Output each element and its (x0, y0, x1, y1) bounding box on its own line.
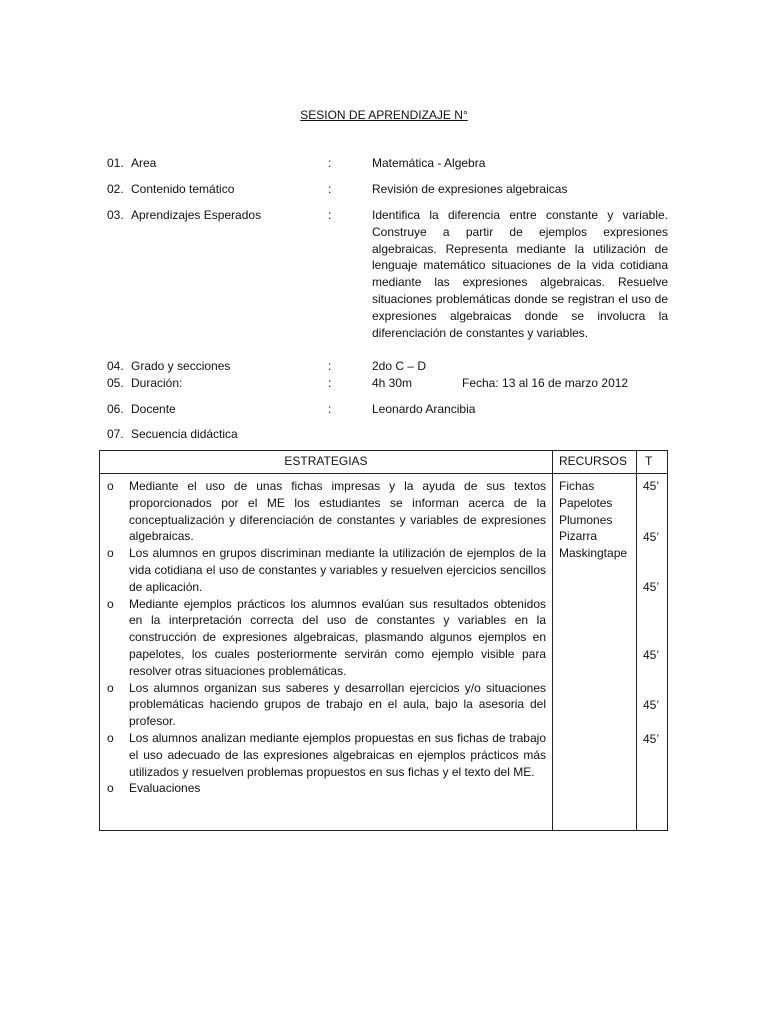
field-number: 03. (107, 208, 124, 222)
bullet-marker: o (107, 680, 114, 695)
strategy-text: Los alumnos analizan mediante ejemplos propuestas en sus fichas de trabajo el uso adecuado de las expresiones algebraicas en ejemplos prácticos más utilizados y resuelven problemas propuestos en sus fichas y el texto del ME. (129, 730, 546, 779)
strategy-item (100, 545, 552, 595)
field-colon: : (328, 156, 332, 170)
field-number: 04. (107, 359, 124, 373)
strategy-item (100, 478, 552, 545)
field-value: 2do C – D (372, 359, 427, 373)
resources-list (559, 478, 627, 562)
resource-item: Pizarra (559, 529, 598, 544)
field-colon: : (328, 182, 332, 196)
field-label: Grado y secciones (131, 359, 231, 373)
resource-item: Maskingtape (559, 546, 628, 561)
field-number: 05. (107, 376, 124, 390)
bullet-marker: o (107, 730, 114, 745)
header-divider (100, 473, 667, 474)
field-label: Aprendizajes Esperados (131, 208, 262, 222)
field-colon: : (328, 402, 332, 416)
resource-item: Papelotes (559, 495, 613, 510)
field-number: 06. (107, 402, 124, 416)
strategy-text: Evaluaciones (129, 781, 201, 796)
field-label: Area (131, 156, 157, 170)
strategy-item (100, 780, 552, 797)
field-value: Matemática - Algebra (372, 156, 486, 170)
header-estrategias: ESTRATEGIAS (284, 454, 368, 468)
field-value: Identifica la diferencia entre constante y variable. Construye a partir de ejemplos expresiones algebraicas. Representa mediante la utilización de lenguaje matemático situaciones de la vida cotidiana mediante las expresiones algebraicas. Resuelve situaciones problemáticas donde se registran el uso de expresiones algebraicas donde se involucra la diferenciación de constantes y variables. (372, 208, 668, 340)
column-divider (636, 451, 637, 830)
field-number: 01. (107, 156, 124, 170)
strategy-text: Los alumnos en grupos discriminan mediante la utilización de ejemplos de la vida cotidiana el uso de constantes y variables y resuelven ejercicios sencillos de aplicación. (129, 546, 546, 594)
field-label: Contenido temático (131, 182, 235, 196)
time-value: 45’ (643, 732, 660, 746)
field-colon: : (328, 376, 332, 390)
secuencia-table (99, 450, 668, 831)
resource-item: Fichas (559, 479, 595, 493)
document-title: SESION DE APRENDIZAJE N° (300, 108, 468, 122)
bullet-marker: o (107, 781, 114, 796)
field-value: Leonardo Arancibia (372, 402, 476, 416)
header-recursos: RECURSOS (559, 454, 628, 468)
field-value: 4h 30m (372, 376, 413, 390)
field-colon: : (328, 208, 332, 222)
strategy-item (100, 680, 552, 730)
time-value: 45’ (643, 479, 660, 493)
bullet-marker: o (107, 479, 114, 493)
strategy-text: Mediante ejemplos prácticos los alumnos evalúan sus resultados obtenidos en la interpretación correcta del uso de constantes y variables en la construcción de expresiones algebraicas, plasmando algunos ejemplos en papelotes, los cuales posteriormente servirán como ejemplo visible para resolver otras situaciones problemáticas. (129, 596, 546, 678)
bullet-marker: o (107, 546, 114, 561)
strategy-text: Mediante el uso de unas fichas impresas y la ayuda de sus textos proporcionados por el ME los estudiantes se informan acerca de la conceptualización y diferenciación de constantes y variables de expresiones algebraicas. (129, 479, 546, 544)
field-label: Duración: (131, 376, 183, 390)
strategy-item (100, 730, 552, 780)
strategy-item (100, 596, 552, 680)
field-label: Docente (131, 402, 176, 416)
field-number: 07. (107, 427, 124, 441)
field-colon: : (328, 359, 332, 373)
strategies-list (100, 478, 552, 797)
resource-item: Plumones (559, 512, 613, 527)
time-value: 45’ (643, 530, 660, 544)
field-value: Revisión de expresiones algebraicas (372, 182, 568, 196)
column-divider (552, 451, 553, 830)
fecha-text: Fecha: 13 al 16 de marzo 2012 (462, 376, 629, 390)
bullet-marker: o (107, 596, 114, 611)
field-label: Secuencia didáctica (131, 427, 238, 441)
strategy-text: Los alumnos organizan sus saberes y desarrollan ejercicios y/o situaciones problemáticas haciendo grupos de trabajo en el aula, bajo la asesoria del profesor. (129, 680, 546, 729)
time-value: 45’ (643, 698, 660, 712)
field-number: 02. (107, 182, 124, 196)
time-value: 45’ (643, 648, 660, 662)
time-value: 45’ (643, 580, 660, 594)
header-t: T (645, 454, 653, 468)
